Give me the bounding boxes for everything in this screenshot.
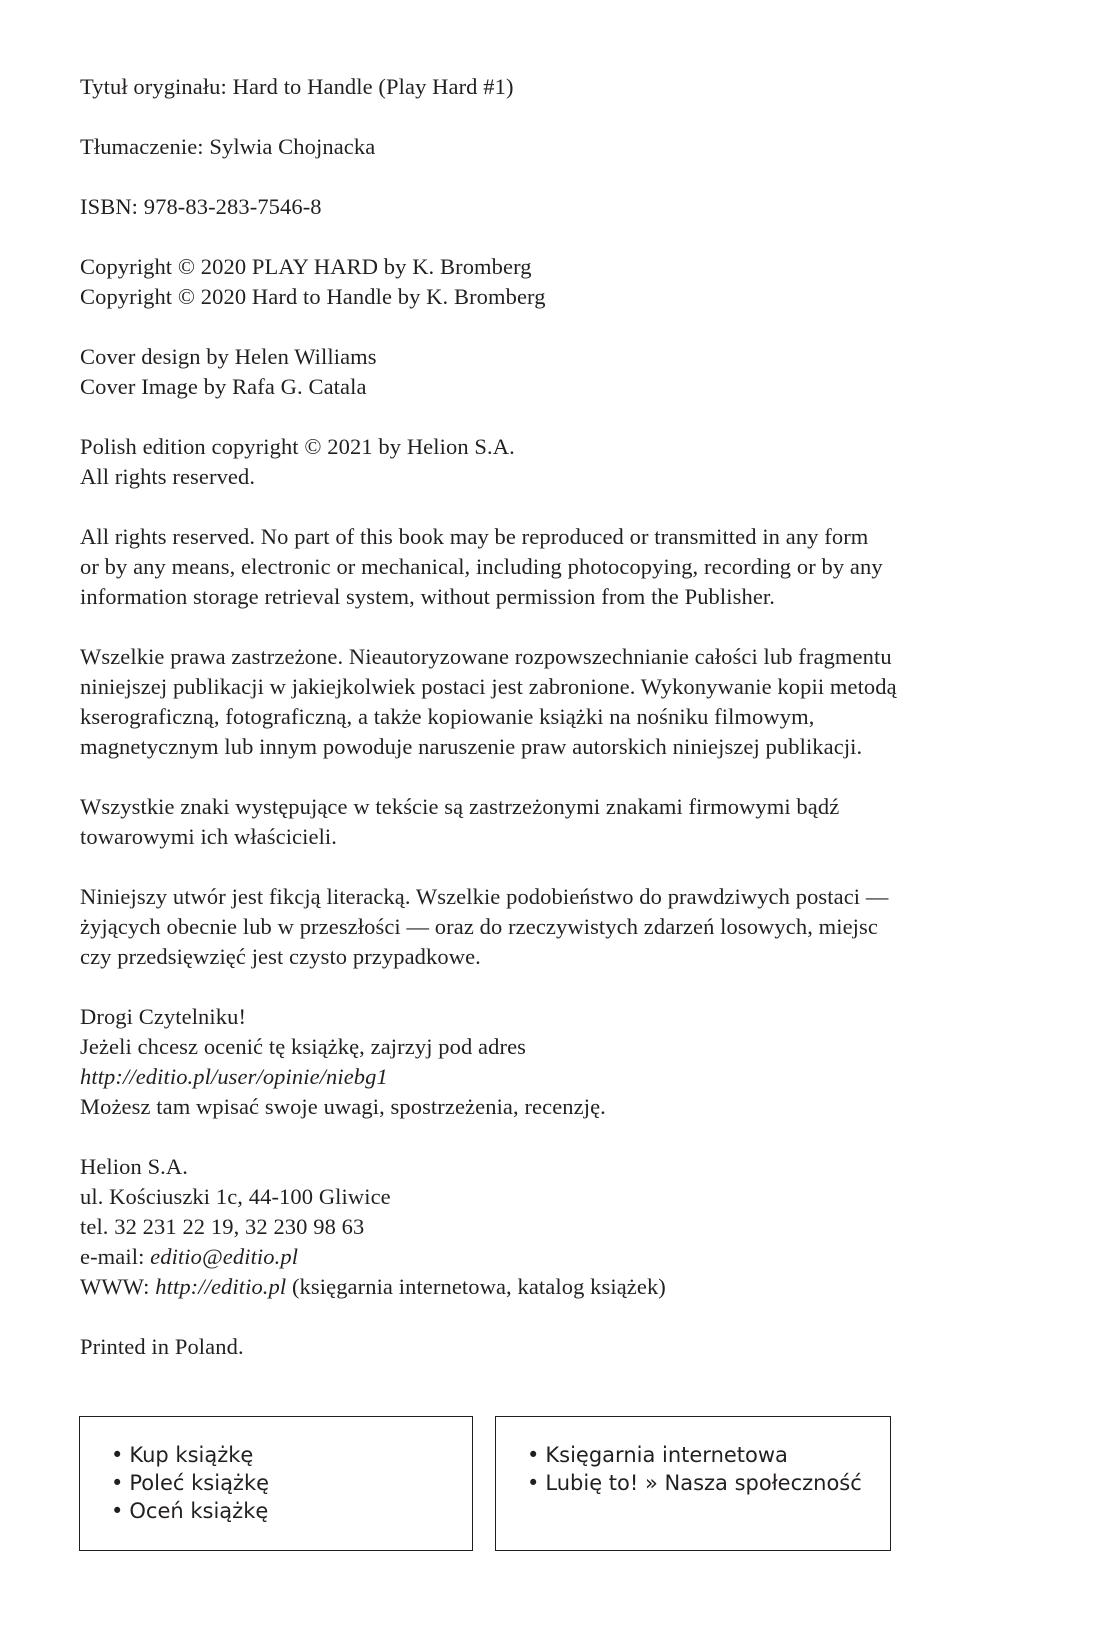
book-actions-list <box>80 1441 472 1525</box>
email-link[interactable]: editio@editio.pl <box>150 1244 299 1269</box>
original-title-block <box>80 72 1010 102</box>
rate-prompt: Jeżeli chcesz ocenić tę książkę, zajrzyj pod adres <box>80 1034 527 1059</box>
www-label: WWW: <box>80 1274 156 1299</box>
www-link[interactable]: http://editio.pl <box>155 1274 287 1299</box>
community-links-box <box>495 1416 891 1551</box>
paragraph-line: or by any means, electronic or mechanical, including photocopying, recording or by any <box>80 554 883 579</box>
rate-url-link[interactable]: http://editio.pl/user/opinie/niebg1 <box>80 1064 388 1089</box>
paragraph-line: All rights reserved. No part of this book may be reproduced or transmitted in any form <box>80 524 869 549</box>
cover-design-credit: Cover design by Helen Williams <box>80 344 377 369</box>
cover-image-credit: Cover Image by Rafa G. Catala <box>80 374 367 399</box>
paragraph-line: Wszelkie prawa zastrzeżone. Nieautoryzowane rozpowszechnianie całości lub fragmentu <box>80 644 892 669</box>
paragraph-line: information storage retrieval system, without permission from the Publisher. <box>80 584 775 609</box>
fiction-disclaimer-paragraph <box>80 882 1010 972</box>
paragraph-line: towarowymi ich właścicieli. <box>80 824 338 849</box>
paragraph-line: Wszystkie znaki występujące w tekście są zastrzeżonymi znakami firmowymi bądź <box>80 794 840 819</box>
printed-block <box>80 1332 1010 1362</box>
paragraph-line: kserograficzną, fotograficzną, a także kopiowanie książki na nośniku filmowym, <box>80 704 815 729</box>
copyright-block <box>80 252 1010 312</box>
paragraph-line: czy przedsięwzięć jest czysto przypadkowe. <box>80 944 481 969</box>
imprint-page <box>80 72 1010 1392</box>
translation-block <box>80 132 1010 162</box>
paragraph-line: niniejszej publikacji w jakiejkolwiek postaci jest zabronione. Wykonywanie kopii metodą <box>80 674 897 699</box>
original-title: Tytuł oryginału: Hard to Handle (Play Hard #1) <box>80 74 514 99</box>
buy-book-link[interactable]: • Kup książkę <box>111 1441 472 1469</box>
publisher-email-line <box>80 1242 1010 1272</box>
cover-credits-block <box>80 342 1010 402</box>
publisher-www-line <box>80 1272 1010 1302</box>
publisher-name: Helion S.A. <box>80 1154 188 1179</box>
paragraph-line: żyjących obecnie lub w przeszłości — oraz do rzeczywistych zdarzeń losowych, miejsc <box>80 914 878 939</box>
community-links-list <box>496 1441 890 1497</box>
isbn-block <box>80 192 1010 222</box>
reader-comment-note: Możesz tam wpisać swoje uwagi, spostrzeżenia, recenzję. <box>80 1094 606 1119</box>
polish-edition-copyright: Polish edition copyright © 2021 by Helion S.A. <box>80 434 515 459</box>
copyright-line: Copyright © 2020 PLAY HARD by K. Bromberg <box>80 254 532 279</box>
all-rights-reserved: All rights reserved. <box>80 464 256 489</box>
copyright-line: Copyright © 2020 Hard to Handle by K. Bromberg <box>80 284 546 309</box>
www-note: (księgarnia internetowa, katalog książek) <box>286 1274 666 1299</box>
rights-english-paragraph <box>80 522 1010 612</box>
online-bookstore-link[interactable]: • Księgarnia internetowa <box>527 1441 890 1469</box>
book-actions-box <box>79 1416 473 1551</box>
recommend-book-link[interactable]: • Poleć książkę <box>111 1469 472 1497</box>
email-label: e-mail: <box>80 1244 151 1269</box>
printed-in: Printed in Poland. <box>80 1334 244 1359</box>
isbn: ISBN: 978-83-283-7546-8 <box>80 194 322 219</box>
reader-note-block <box>80 1002 1010 1122</box>
translator: Tłumaczenie: Sylwia Chojnacka <box>80 134 376 159</box>
community-like-link[interactable]: • Lubię to! » Nasza społeczność <box>527 1469 890 1497</box>
publisher-address: ul. Kościuszki 1c, 44-100 Gliwice <box>80 1184 391 1209</box>
reader-greeting: Drogi Czytelniku! <box>80 1004 247 1029</box>
paragraph-line: Niniejszy utwór jest fikcją literacką. Wszelkie podobieństwo do prawdziwych postaci — <box>80 884 889 909</box>
publisher-phone: tel. 32 231 22 19, 32 230 98 63 <box>80 1214 365 1239</box>
polish-edition-block <box>80 432 1010 492</box>
trademarks-paragraph <box>80 792 1010 852</box>
publisher-contact-block <box>80 1152 1010 1302</box>
rights-polish-paragraph <box>80 642 1010 762</box>
rate-book-link[interactable]: • Oceń książkę <box>111 1497 472 1525</box>
paragraph-line: magnetycznym lub innym powoduje naruszenie praw autorskich niniejszej publikacji. <box>80 734 863 759</box>
